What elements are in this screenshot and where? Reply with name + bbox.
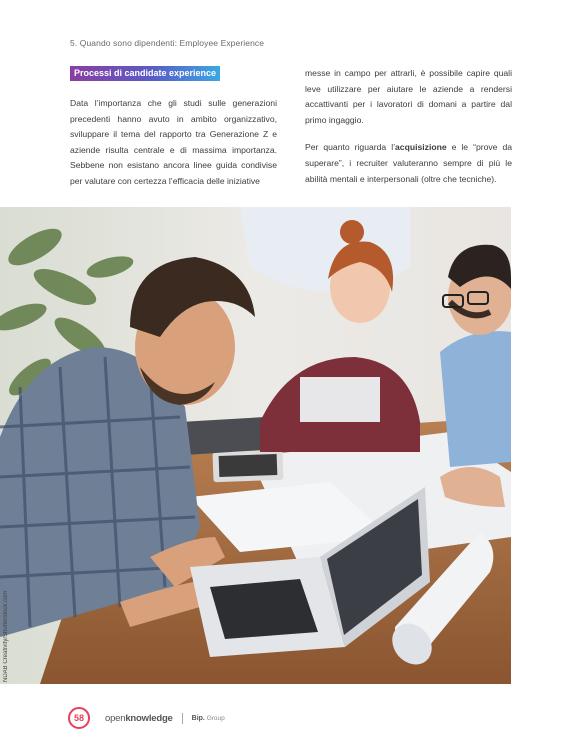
right-column [305, 66, 512, 187]
p2-text-before: Per quanto riguarda l’ [305, 142, 396, 153]
photo-illustration [0, 207, 511, 684]
left-paragraph: Data l’importanza che gli studi sulle generazioni precedenti hanno avuto in ambito organizzativo, sviluppare il tema del rapporto tra Generazione Z e aziende risulta centrale e di massima importanza. Sebbene non esistano ancora linee guida condivise per valutare con certezza l’efficacia delle iniziative [70, 98, 277, 186]
left-column [70, 66, 277, 190]
group-logo [192, 715, 225, 722]
group-suffix: Group [206, 714, 225, 722]
office-photo [0, 207, 511, 684]
group-name: Bip. [191, 714, 205, 722]
right-paragraph-2 [305, 140, 512, 187]
keyword-acquisizione: acquisizione [395, 142, 447, 153]
brand-suffix: knowledge [125, 712, 173, 724]
footer-divider [182, 713, 183, 724]
photo-credit: NDAB Creativity/Shutterstock.com [3, 590, 9, 682]
brand-logo [105, 713, 173, 724]
right-paragraph-1: messe in campo per attrarli, è possibile capire quali leve utilizzare per aiutare le aziende a rendersi accattivanti per i lavoratori di domani a partire dal primo ingaggio. [305, 68, 512, 125]
section-title: Processi di candidate experience [70, 66, 220, 81]
page-number: 58 [68, 707, 90, 729]
brand-prefix: open [105, 712, 126, 724]
running-head: 5. Quando sono dipendenti: Employee Experience [70, 38, 265, 48]
p2-text-after: e le “prove da superare”, i recruiter valuteranno sempre di più le abilità mentali e interpersonali (oltre che tecniche). [305, 142, 513, 184]
page-footer [68, 706, 225, 730]
